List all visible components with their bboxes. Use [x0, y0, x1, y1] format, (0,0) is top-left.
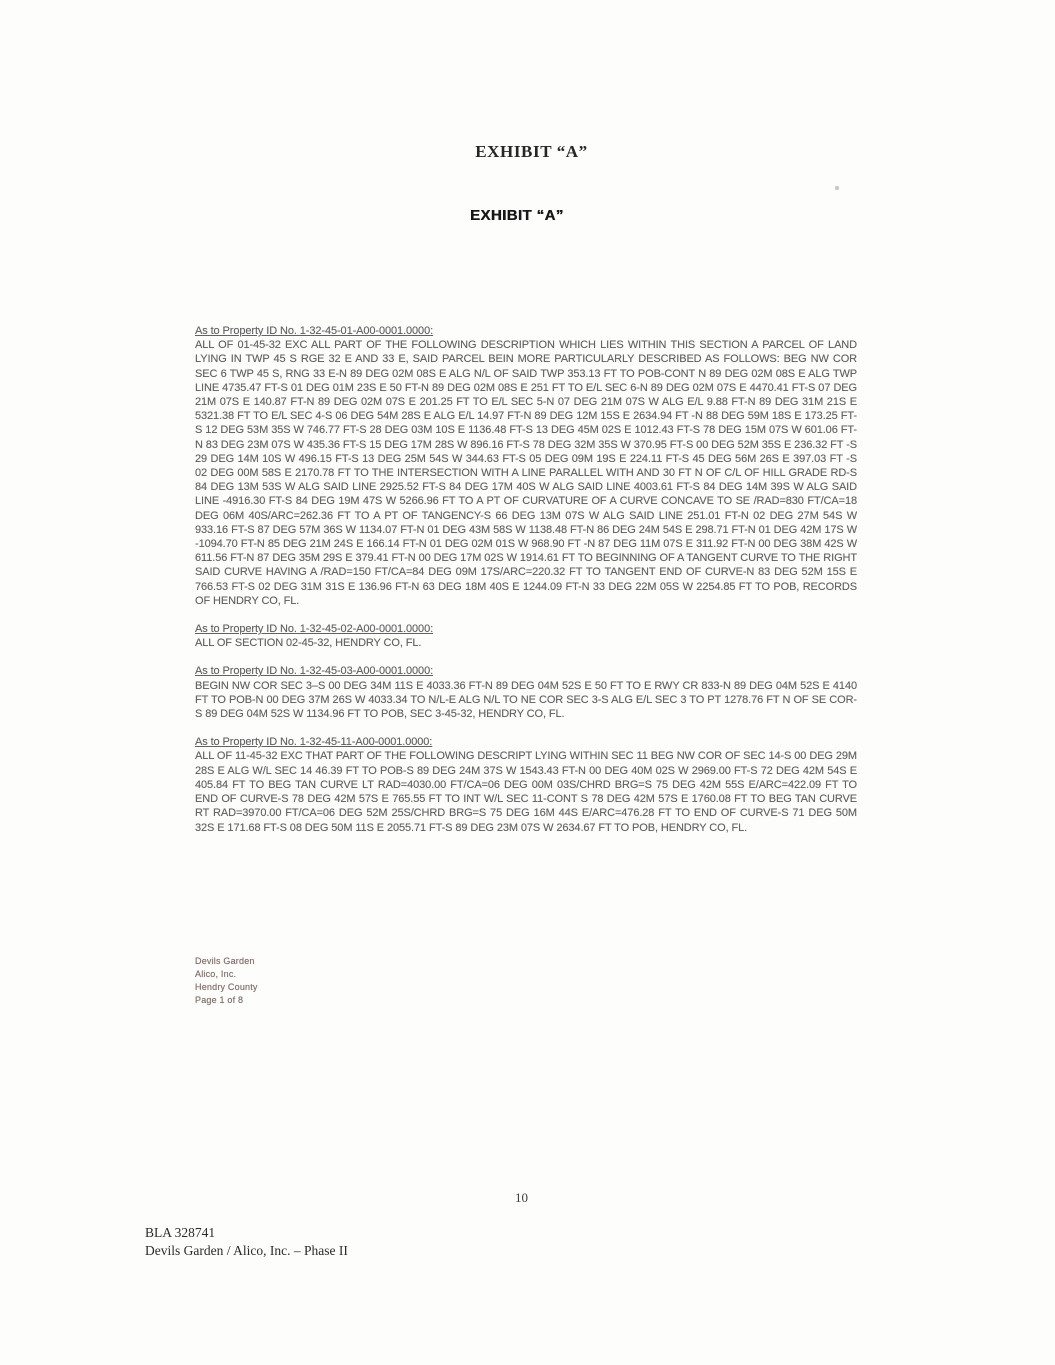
- scan-artifact-dot: [835, 186, 839, 190]
- stamp-line-project: Devils Garden: [195, 956, 255, 966]
- property-description-1: ALL OF 01-45-32 EXC ALL PART OF THE FOLLOWING DESCRIPTION WHICH LIES WITHIN THIS SECTION A PARCEL OF LAND LYING IN TWP 45 S RGE 32 E AND 33 E, SAID PARCEL BEIN MORE PARTICULARLY DESCRIBED AS FOLLOWS: BEG NW COR SEC 6 TWP 45 S, RNG 33 E-N 89 DEG 02M 08S E ALG N/L OF SAID TWP 353.13 FT TO POB-CONT N 89 DEG 02M 08S E ALG TWP LINE 4735.47 FT-S 01 DEG 01M 23S E 50 FT-N 89 DEG 02M 08S E 251 FT TO E/L SEC 6-N 89 DEG 02M 07S E 4470.41 FT-S 07 DEG 21M 07S E 140.87 FT-N 89 DEG 02M 07S E 201.25 FT TO E/L SEC 5-N 07 DEG 21M 07S W ALG E/L 9.88 FT-N 89 DEG 31M 21S E 5321.38 FT TO E/L SEC 4-S 06 DEG 54M 28S E ALG E/L 14.97 FT-N 89 DEG 12M 15S E 2634.94 FT -N 88 DEG 59M 18S E 173.25 FT-S 12 DEG 53M 35S W 746.77 FT-S 28 DEG 03M 10S E 1136.48 FT-S 13 DEG 45M 02S E 1012.43 FT-S 78 DEG 15M 07S W 601.06 FT-N 83 DEG 23M 07S W 435.36 FT-S 15 DEG 17M 28S W 896.16 FT-S 78 DEG 32M 35S W 370.95 FT-S 00 DEG 52M 35S E 236.32 FT -S 29 DEG 14M 10S W 496.15 FT-S 13 DEG 25M 54S W 344.63 FT-S 05 DEG 09M 19S E 224.11 FT-S 45 DEG 56M 26S E 397.03 FT -S 02 DEG 00M 58S E 2170.78 FT TO THE INTERSECTION WITH A LINE PARALLEL WITH AND 30 FT N OF C/L OF HILL GRADE RD-S 84 DEG 13M 53S W ALG SAID LINE 2925.52 FT-S 84 DEG 17M 40S W ALG SAID LINE 4003.61 FT-S 84 DEG 14M 39S W ALG SAID LINE -4916.30 FT-S 84 DEG 19M 47S W 5266.96 FT TO A PT OF CURVATURE OF A CURVE CONCAVE TO SE /RAD=830 FT/CA=18 DEG 06M 40S/ARC=262.36 FT TO A PT OF TANGENCY-S 66 DEG 13M 07S W ALG SAID LINE 251.01 FT-N 02 DEG 27M 54S W 933.16 FT-S 87 DEG 57M 36S W 1134.07 FT-N 01 DEG 43M 58S W 1138.48 FT-N 86 DEG 24M 54S E 298.71 FT-N 01 DEG 42M 17S W -1094.70 FT-N 85 DEG 21M 24S E 166.14 FT-N 01 DEG 02M 01S W 968.90 FT -N 87 DEG 11M 07S E 311.92 FT-N 00 DEG 38M 42S W 611.56 FT-N 87 DEG 35M 29S E 379.41 FT-N 00 DEG 17M 02S W 1914.61 FT TO BEGINNING OF A TANGENT CURVE TO THE RIGHT SAID CURVE HAVING A /RAD=150 FT/CA=84 DEG 09M 17S/ARC=220.32 FT TO TANGENT END OF CURVE-N 83 DEG 52M 15S E 766.53 FT-S 02 DEG 31M 31S E 136.96 FT-N 63 DEG 18M 40S E 1244.09 FT-N 33 DEG 22M 05S W 2254.85 FT TO POB, RECORDS OF HENDRY CO, FL.: [195, 339, 857, 607]
- stamp-line-county: Hendry County: [195, 982, 258, 992]
- document-footer: [145, 1224, 348, 1259]
- property-description-3: BEGIN NW COR SEC 3–S 00 DEG 34M 11S E 4033.36 FT-N 89 DEG 04M 52S E 50 FT TO E RWY CR 833-N 89 DEG 04M 52S E 4140 FT TO POB-N 00 DEG 37M 26S W 4033.34 TO N/L-E ALG N/L TO NE COR SEC 3-S ALG E/L SEC 3 TO PT 1278.76 FT N OF SE COR-S 89 DEG 04M 52S W 1134.96 FT TO POB, SEC 3-45-32, HENDRY CO, FL.: [195, 679, 857, 721]
- exhibit-title: EXHIBIT “A”: [475, 142, 588, 161]
- property-id-heading-3: As to Property ID No. 1-32-45-03-A00-0001.0000:: [195, 665, 434, 678]
- property-description-2: ALL OF SECTION 02-45-32, HENDRY CO, FL.: [195, 637, 422, 650]
- property-id-heading-2: As to Property ID No. 1-32-45-02-A00-0001.0000:: [195, 623, 434, 636]
- property-section-4: [195, 735, 857, 834]
- property-id-heading-1: As to Property ID No. 1-32-45-01-A00-0001.0000:: [195, 325, 434, 337]
- footer-bla-number: BLA 328741: [145, 1225, 216, 1240]
- legal-descriptions: [195, 324, 857, 835]
- property-section-3: [195, 664, 857, 721]
- exhibit-title-bold: EXHIBIT “A”: [470, 207, 564, 224]
- property-id-heading-4: As to Property ID No. 1-32-45-11-A00-0001.0000:: [195, 736, 433, 749]
- footer-stamp: [195, 955, 258, 1007]
- stamp-line-company: Alico, Inc.: [195, 969, 237, 979]
- page-number: 10: [515, 1190, 528, 1205]
- property-section-2: [195, 622, 857, 650]
- property-description-4: ALL OF 11-45-32 EXC THAT PART OF THE FOLLOWING DESCRIPT LYING WITHIN SEC 11 BEG NW COR OF SEC 14-S 00 DEG 29M 28S E ALG W/L SEC 14 46.39 FT TO POB-S 89 DEG 24M 37S W 1543.43 FT-N 00 DEG 40M 02S W 2969.00 FT-S 72 DEG 42M 54S E 405.84 FT TO BEG TAN CURVE LT RAD=4030.00 FT/CA=06 DEG 00M 03S/CHRD BRG=S 75 DEG 42M 55S E/ARC=422.09 FT TO END OF CURVE-S 78 DEG 42M 57S E 765.55 FT TO INT W/L SEC 11-CONT S 78 DEG 42M 57S E 1760.08 FT TO BEG TAN CURVE RT RAD=3970.00 FT/CA=06 DEG 52M 25S/CHRD BRG=S 75 DEG 16M 44S E/ARC=476.28 FT TO END OF CURVE-S 71 DEG 50M 32S E 171.68 FT-S 08 DEG 50M 11S E 2055.71 FT-S 89 DEG 23M 07S W 2634.67 FT TO POB, HENDRY CO, FL.: [195, 750, 857, 834]
- property-section-1: [195, 324, 857, 608]
- footer-project-phase: Devils Garden / Alico, Inc. – Phase II: [145, 1242, 348, 1258]
- stamp-line-page: Page 1 of 8: [195, 995, 244, 1005]
